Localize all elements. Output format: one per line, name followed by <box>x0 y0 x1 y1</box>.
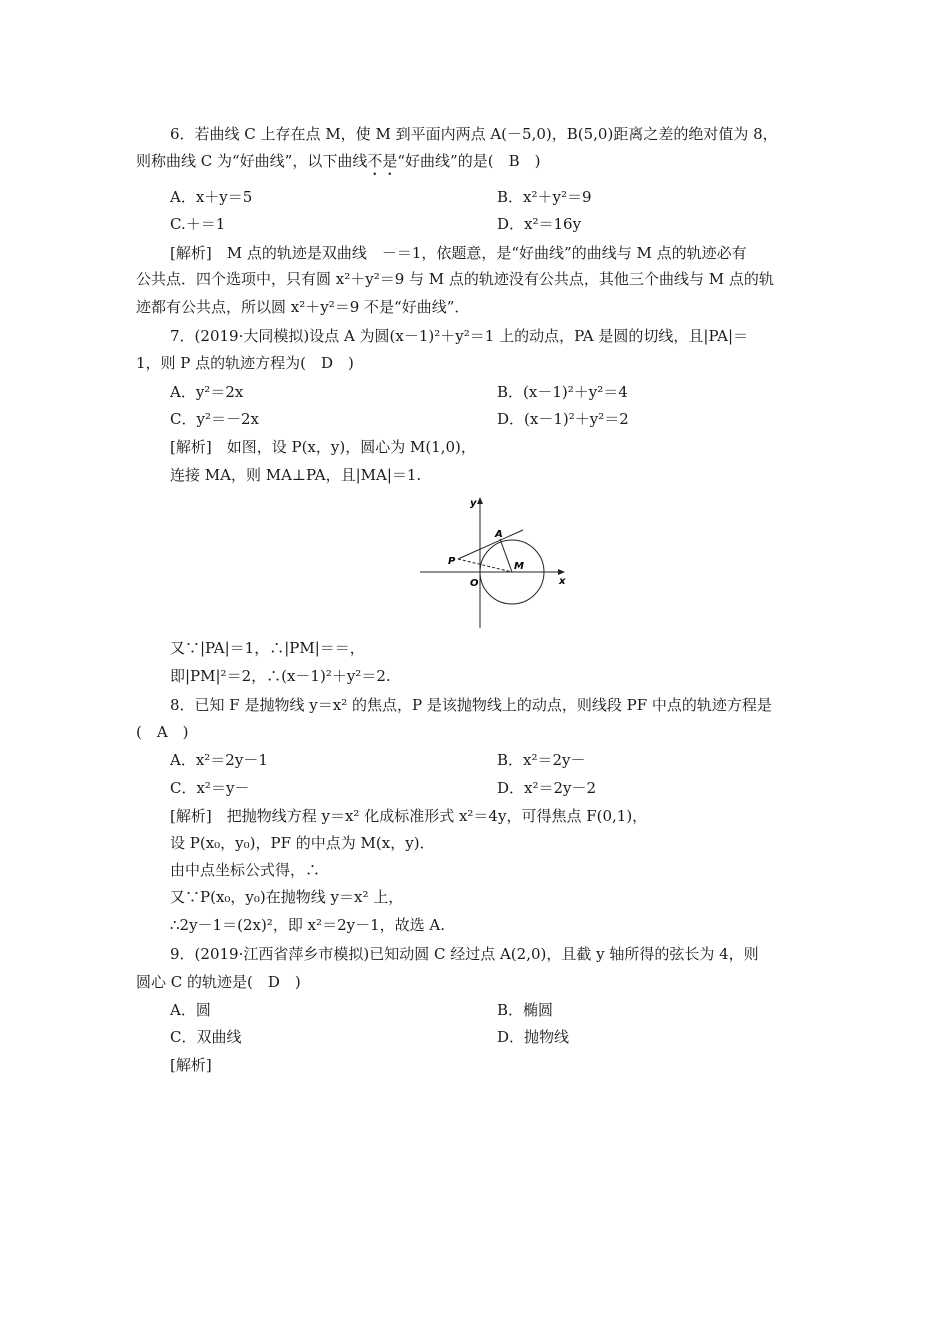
q7-stem-line-1: 7．(2019·大同模拟)设点 A 为圆(x－1)²＋y²＝1 上的动点，PA 是圆的切线，且|PA|＝ <box>170 327 749 345</box>
q8-stem-line-2: ( A ) <box>136 723 189 741</box>
q9-analysis-line-1: [解析] <box>170 1056 212 1074</box>
q9-stem-line-2: 圆心 C 的轨迹是( D ) <box>136 973 301 991</box>
label-p: P <box>448 556 456 567</box>
q8-analysis-line-1: [解析] 把抛物线方程 y＝x² 化成标准形式 x²＝4y，可得焦点 F(0,1)， <box>170 807 648 825</box>
q8-stem-line-1: 8．已知 F 是抛物线 y＝x² 的焦点，P 是该抛物线上的动点，则线段 PF 中点的轨迹方程是 <box>170 696 772 714</box>
q7-option-b: B．(x－1)²＋y²＝4 <box>497 383 628 401</box>
q8-analysis-line-5: ∴2y－1＝(2x)²，即 x²＝2y－1，故选 A. <box>170 916 445 934</box>
q8-option-c: C．x²＝y－ <box>170 779 250 797</box>
q8-analysis-line-4: 又∵P(x₀，y₀)在抛物线 y＝x² 上， <box>170 888 404 906</box>
segment-pm-dashed <box>458 559 512 572</box>
q9-option-d: D．抛物线 <box>497 1028 570 1046</box>
q8-analysis-line-3: 由中点坐标公式得，∴ <box>170 861 321 879</box>
q6-option-a: A．x＋y＝5 <box>170 188 253 206</box>
q8-option-a: A．x²＝2y－1 <box>170 751 268 769</box>
q6-stem-line-1: 6．若曲线 C 上存在点 M，使 M 到平面内两点 A(－5,0)，B(5,0)距离之差的绝对值为 8， <box>170 125 778 143</box>
q7-option-d: D．(x－1)²＋y²＝2 <box>497 410 629 428</box>
q7-option-a: A．y²＝2x <box>170 383 244 401</box>
q9-stem-line-1: 9．(2019·江西省萍乡市模拟)已知动圆 C 经过点 A(2,0)，且截 y 轴所得的弦长为 4，则 <box>170 945 759 963</box>
q9-option-a: A．圆 <box>170 1001 211 1019</box>
q7-analysis-line-4: 即|PM|²＝2，∴(x－1)²＋y²＝2. <box>170 667 391 685</box>
q6-analysis-line-3: 迹都有公共点，所以圆 x²＋y²＝9 不是“好曲线”． <box>136 298 470 316</box>
segment-ma <box>500 539 512 572</box>
q6-analysis-line-1: [解析] M 点的轨迹是双曲线 －＝1，依题意，是“好曲线”的曲线与 M 点的轨迹必有 <box>170 244 747 262</box>
q6-stem-text: 则称曲线 C 为“好曲线”，以下曲线 <box>136 152 368 170</box>
q6-option-b: B．x²＋y²＝9 <box>497 188 592 206</box>
q8-option-d: D．x²＝2y－2 <box>497 779 597 797</box>
label-m: M <box>514 561 524 572</box>
q8-analysis-line-2: 设 P(x₀，y₀)，PF 的中点为 M(x，y)． <box>170 834 435 852</box>
q7-analysis-line-1: [解析] 如图，设 P(x，y)，圆心为 M(1,0)， <box>170 438 476 456</box>
label-y: y <box>470 498 477 509</box>
label-a: A <box>495 529 503 540</box>
q7-analysis-line-2: 连接 MA，则 MA⊥PA，且|MA|＝1. <box>170 466 422 484</box>
q7-analysis-line-3: 又∵|PA|＝1，∴|PM|＝＝， <box>170 639 365 657</box>
q6-stem-answer: “好曲线”的是( B ) <box>397 152 541 170</box>
label-o: O <box>470 578 479 589</box>
label-x: x <box>559 576 566 587</box>
q6-option-d: D．x²＝16y <box>497 215 582 233</box>
q7-circle-tangent-figure <box>418 494 568 630</box>
q6-analysis-line-2: 公共点．四个选项中，只有圆 x²＋y²＝9 与 M 点的轨迹没有公共点，其他三个曲线与 M 点的轨 <box>136 270 774 288</box>
q7-option-c: C．y²＝－2x <box>170 410 259 428</box>
tangent-line <box>458 530 523 559</box>
q8-option-b: B．x²＝2y－ <box>497 751 586 769</box>
q9-option-b: B．椭圆 <box>497 1001 554 1019</box>
q7-stem-line-2: 1，则 P 点的轨迹方程为( D ) <box>136 354 354 372</box>
x-axis-arrow <box>558 569 565 575</box>
y-axis-arrow <box>477 497 483 504</box>
q6-option-c: C.＋＝1 <box>170 215 226 233</box>
q9-option-c: C．双曲线 <box>170 1028 242 1046</box>
q6-emphasis-not: 不是 <box>367 152 398 170</box>
q6-stem-line-2 <box>136 150 540 172</box>
